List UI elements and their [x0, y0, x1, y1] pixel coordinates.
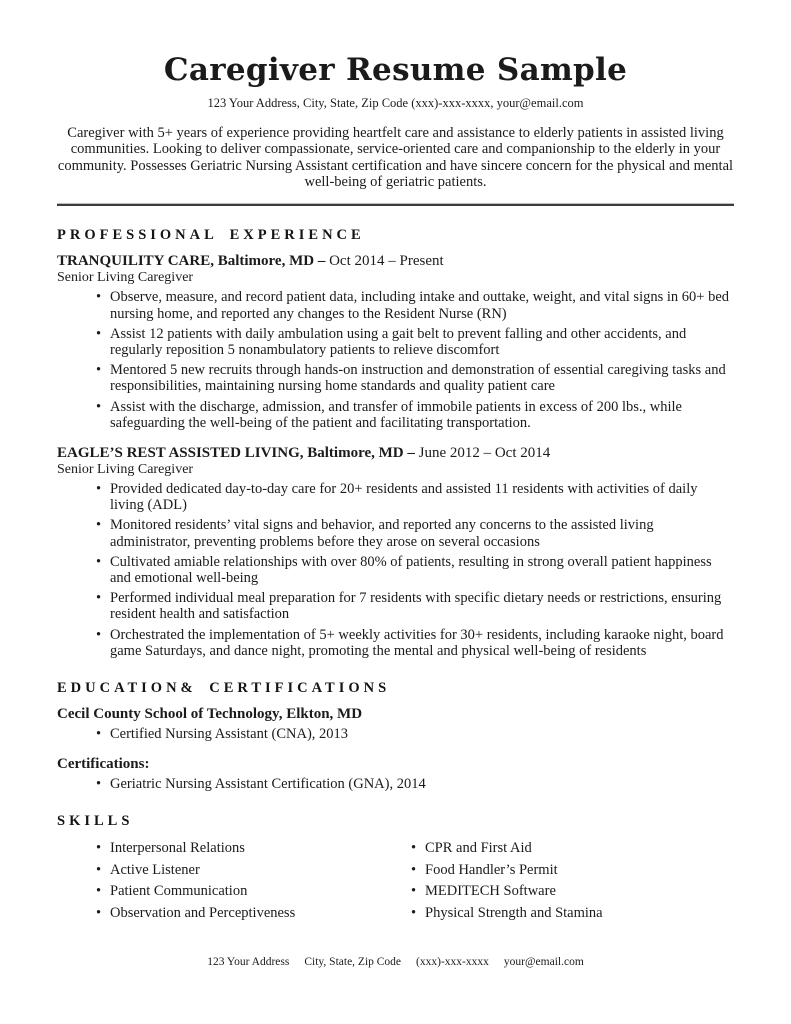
section-skills: [57, 813, 734, 926]
footer-phone: (xxx)-xxx-xxxx: [416, 956, 489, 968]
job-entry-eagles-rest: [57, 445, 734, 659]
skills-column-left: [57, 840, 372, 926]
job-entry-tranquility-care: [57, 253, 734, 431]
footer-contact-line: [0, 956, 791, 968]
job-bullet-list: [57, 481, 734, 659]
footer-city-state-zip: City, State, Zip Code: [304, 956, 402, 968]
contact-line: 123 Your Address, City, State, Zip Code (xxx)-xxx-xxxx, your@email.com: [207, 95, 584, 110]
job-bullet: • Mentored 5 new recruits through hands-on instruction and demonstration of essential caregiving tasks and responsibilities, maintaining nursing home standards and quality patient care: [110, 362, 734, 394]
resume-header: [57, 54, 734, 206]
job-bullet: • Monitored residents’ vital signs and behavior, and reported any concerns to the assisted living administrator, preventing problems before they arose on several occasions: [110, 517, 734, 549]
job-bullet: • Orchestrated the implementation of 5+ weekly activities for 30+ residents, including karaoke night, board game Saturdays, and dance night, promoting the mental and physical well-being of residents: [110, 627, 734, 659]
experience-heading: PROFESSIONAL EXPERIENCE: [57, 226, 365, 243]
job-role: Senior Living Caregiver: [57, 461, 194, 477]
certification-bullet: • Geriatric Nursing Assistant Certification (GNA), 2014: [110, 776, 734, 792]
job-bullet: • Assist 12 patients with daily ambulation using a gait belt to prevent falling and other accidents, and regularly reposition 5 nonambulatory patients to relieve discomfort: [110, 326, 734, 358]
certification-bullet-list: [57, 776, 734, 792]
job-bullet: • Assist with the discharge, admission, and transfer of immobile patients in excess of 200 lbs., while safeguarding the well-being of the patient and facilitating transportation.: [110, 399, 734, 431]
job-role: Senior Living Caregiver: [57, 270, 194, 286]
education-bullet: • Certified Nursing Assistant (CNA), 2013: [110, 726, 734, 742]
certifications-label: Certifications:: [57, 755, 150, 772]
education-heading: EDUCATION& CERTIFICATIONS: [57, 679, 391, 696]
education-school: Cecil County School of Technology, Elkton, MD: [57, 706, 363, 723]
job-dates: June 2012 – Oct 2014: [418, 444, 551, 461]
job-bullet: • Provided dedicated day-to-day care for 20+ residents and assisted 11 residents with activities of daily living (ADL): [110, 481, 734, 513]
section-professional-experience: [57, 227, 734, 659]
section-education-certifications: [57, 680, 734, 792]
employer-name: TRANQUILITY CARE, Baltimore, MD –: [57, 253, 330, 270]
job-bullet: • Performed individual meal preparation for 7 residents with specific dietary needs or restrictions, ensuring resident health and satisfaction: [110, 590, 734, 622]
education-bullet-list: [57, 726, 734, 742]
skill-item: • MEDITECH Software: [425, 883, 734, 899]
job-title-line: [57, 253, 734, 270]
skills-columns: [57, 837, 734, 926]
divider-line: [57, 204, 734, 206]
footer-address: 123 Your Address: [207, 956, 290, 968]
skill-item: • Physical Strength and Stamina: [425, 905, 734, 921]
footer-email: your@email.com: [503, 956, 584, 968]
skill-item: • Observation and Perceptiveness: [110, 905, 372, 921]
job-title-line: [57, 445, 734, 462]
skill-item: • CPR and First Aid: [425, 840, 734, 856]
job-bullet: • Observe, measure, and record patient data, including intake and outtake, weight, and vital signs in 60+ bed nursing home, and reported any changes to the Resident Nurse (RN): [110, 289, 734, 321]
skill-item: • Interpersonal Relations: [110, 840, 372, 856]
skill-item: • Food Handler’s Permit: [425, 862, 734, 878]
job-bullet-list: [57, 289, 734, 431]
skills-column-right: [372, 840, 734, 926]
summary-paragraph: Caregiver with 5+ years of experience providing heartfelt care and assistance to elderly patients in assisted living communities. Looking to deliver compassionate, service-oriented care and companionship to the elderly in your community. Possesses Geriatric Nursing Assistant certification and have sincere concern for the physical and mental well-being of geriatric patients.: [57, 124, 734, 191]
job-bullet: • Cultivated amiable relationships with over 80% of patients, resulting in strong overall patient happiness and emotional well-being: [110, 554, 734, 586]
page-title: Caregiver Resume Sample: [163, 52, 628, 88]
skills-heading: SKILLS: [57, 812, 134, 829]
job-dates: Oct 2014 – Present: [329, 253, 444, 270]
skill-item: • Active Listener: [110, 862, 372, 878]
skill-item: • Patient Communication: [110, 883, 372, 899]
employer-name: EAGLE’S REST ASSISTED LIVING, Baltimore, MD –: [57, 444, 419, 461]
